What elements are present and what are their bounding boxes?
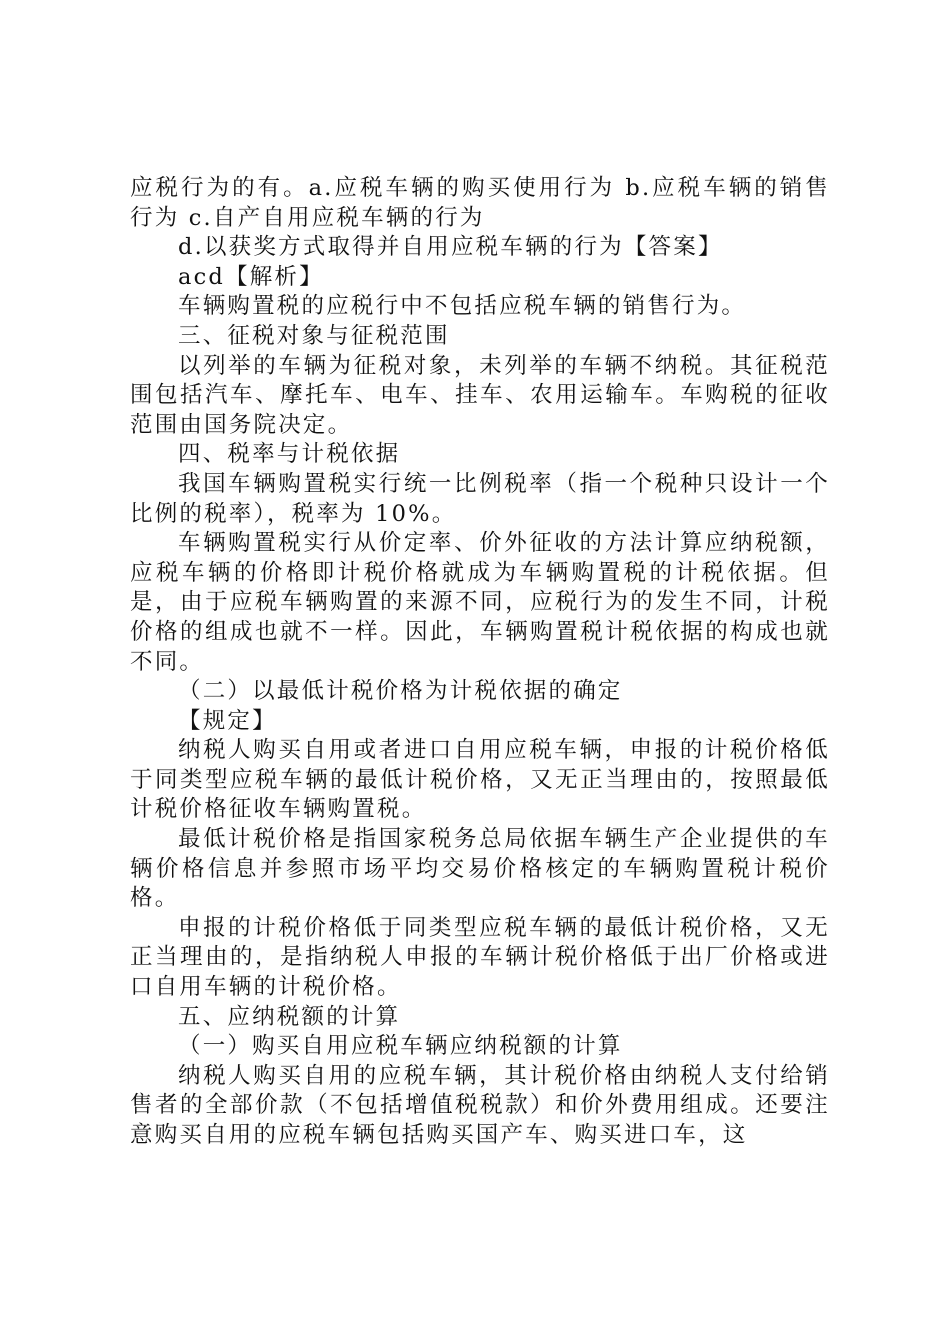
paragraph-17: 纳税人购买自用的应税车辆，其计税价格由纳税人支付给销售者的全部价款（不包括增值税税款）和价外费用组成。还要注意购买自用的应税车辆包括购买国产车、购买进口车，这 (130, 1062, 830, 1148)
section-heading-4: 四、税率与计税依据 (178, 441, 401, 468)
paragraph-13: 最低计税价格是指国家税务总局依据车辆生产企业提供的车辆价格信息并参照市场平均交易价格核定的车辆购置税计税价格。 (130, 826, 830, 912)
paragraph-3: acd【解析】 (178, 263, 324, 290)
rule-label: 【规定】 (178, 707, 277, 734)
subsection-heading-1: （一）购买自用应税车辆应纳税额的计算 (178, 1033, 623, 1060)
document-body (130, 174, 830, 1151)
paragraph-4: 车辆购置税的应税行中不包括应税车辆的销售行为。 (178, 293, 747, 320)
paragraph-6: 以列举的车辆为征税对象，未列举的车辆不纳税。其征税范围包括汽车、摩托车、电车、挂车、农用运输车。车购税的征收范围由国务院决定。 (130, 352, 830, 438)
section-heading-3: 三、征税对象与征税范围 (178, 322, 450, 349)
paragraph-12: 纳税人购买自用或者进口自用应税车辆，申报的计税价格低于同类型应税车辆的最低计税价格，又无正当理由的，按照最低计税价格征收车辆购置税。 (130, 737, 830, 823)
paragraph-2: d.以获奖方式取得并自用应税车辆的行为【答案】 (178, 234, 723, 261)
paragraph-9: 车辆购置税实行从价定率、价外征收的方法计算应纳税额，应税车辆的价格即计税价格就成为车辆购置税的计税依据。但是，由于应税车辆购置的来源不同，应税行为的发生不同，计税价格的组成也就不一样。因此，车辆购置税计税依据的构成也就不同。 (130, 530, 830, 675)
section-heading-5: 五、应纳税额的计算 (178, 1003, 401, 1030)
subsection-heading-2: （二）以最低计税价格为计税依据的确定 (178, 678, 623, 705)
paragraph-1: 应税行为的有。a.应税车辆的购买使用行为 b.应税车辆的销售行为 c.自产自用应税车辆的行为 (130, 175, 830, 231)
paragraph-8: 我国车辆购置税实行统一比例税率（指一个税种只设计一个比例的税率），税率为 10%。 (130, 470, 830, 527)
paragraph-14: 申报的计税价格低于同类型应税车辆的最低计税价格，又无正当理由的，是指纳税人申报的车辆计税价格低于出厂价格或进口自用车辆的计税价格。 (130, 914, 830, 1001)
